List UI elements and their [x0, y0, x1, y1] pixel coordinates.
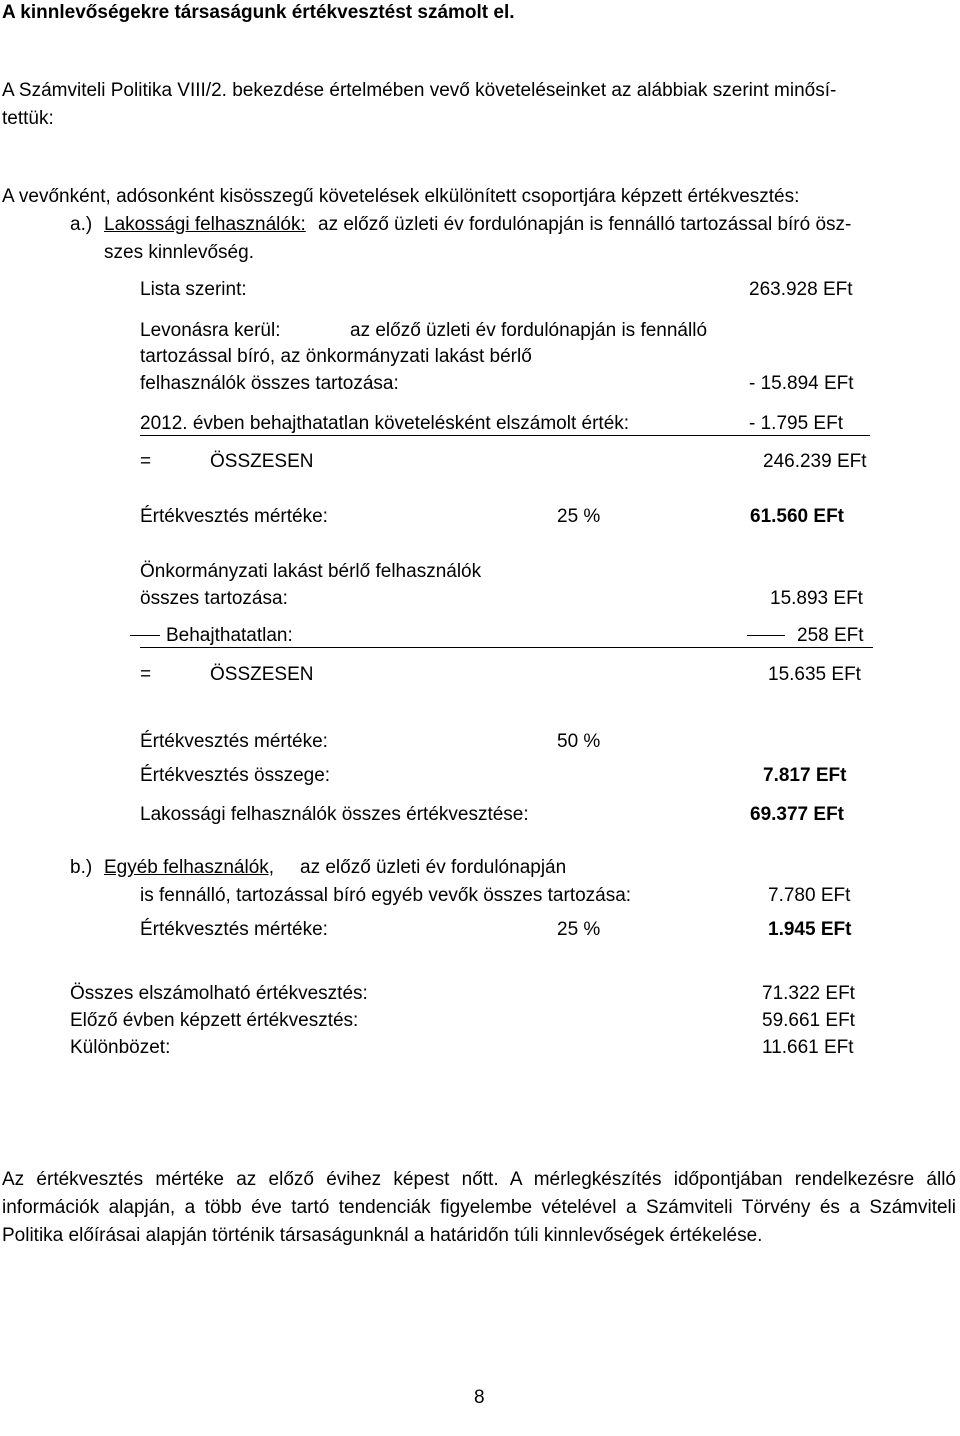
behajthatatlan-amount: 258 EFt: [797, 625, 864, 646]
levonas-value: - 15.894 EFt: [749, 373, 854, 394]
section-a-desc-1: az előző üzleti év fordulónapján is fennálló tartozással bíró ösz-: [318, 214, 852, 235]
intro-line-1: A Számviteli Politika VIII/2. bekezdése értelmében vevő követeléseinket az alábbiak szerint minősí-: [2, 80, 837, 101]
closing-paragraph: Az értékvesztés mértéke az előző évihez képest nőtt. A mérlegkészítés időpontjában rendelkezésre álló információk alapján, a több éve tartó tendenciák figyelembe vételével a Számviteli Törvény és a Számviteli Politika előírásai alapján történik társaságunknál a határidőn túli kinnlevőségek értékelése.: [2, 1169, 956, 1246]
equals-sign-2: =: [140, 664, 152, 685]
ertekvesztes-osszeg-value: 7.817 EFt: [763, 765, 847, 786]
section-a-desc-2: szes kinnlevőség.: [104, 242, 254, 263]
onkormanyzati-value: 15.893 EFt: [770, 588, 863, 609]
osszesen-value-1: 246.239 EFt: [763, 451, 867, 472]
ertekvesztes-label-2: Értékvesztés mértéke:: [140, 731, 328, 752]
ertekvesztes-value-1: 61.560 EFt: [750, 506, 844, 527]
section-b-marker: b.): [70, 857, 93, 878]
section-a-marker: a.): [70, 214, 93, 235]
subtotal-rule-2: [140, 647, 873, 648]
ertekvesztes-osszeg-label: Értékvesztés összege:: [140, 765, 331, 786]
behajthatatlan-label: [130, 625, 293, 647]
osszesen-label-1: ÖSSZESEN: [210, 451, 314, 472]
ertekvesztes-label-1: Értékvesztés mértéke:: [140, 506, 328, 527]
page-heading: A kinnlevőségekre társaságunk értékvesztést számolt el.: [2, 2, 515, 23]
behajthatatlan-text: Behajthatatlan:: [166, 625, 293, 646]
lista-value: 263.928 EFt: [749, 279, 853, 300]
levonas-label: Levonásra kerül:: [140, 320, 281, 341]
summary-value-1: 71.322 EFt: [762, 983, 855, 1004]
levonas-text-2: tartozással bíró, az önkormányzati lakást bérlő: [140, 346, 532, 367]
ertekvesztes-pct-2: 50 %: [557, 731, 601, 752]
page-number: 8: [474, 1387, 485, 1408]
section-a-title: Lakossági felhasználók:: [104, 214, 306, 235]
osszesen-label-2: ÖSSZESEN: [210, 664, 314, 685]
ertekvesztes-value-b: 1.945 EFt: [768, 919, 852, 940]
year-row-value: - 1.795 EFt: [749, 413, 843, 434]
subtotal-rule-1: [140, 435, 870, 436]
levonas-text-3: felhasználók összes tartozása:: [140, 373, 399, 394]
summary-value-2: 59.661 EFt: [762, 1010, 855, 1031]
intro-line-2: tettük:: [2, 108, 54, 129]
summary-label-3: Különbözet:: [70, 1037, 171, 1058]
onkormanyzati-line-2: összes tartozása:: [140, 588, 288, 609]
lakossagi-total-label: Lakossági felhasználók összes értékvesztése:: [140, 804, 529, 825]
onkormanyzati-line-1: Önkormányzati lakást bérlő felhasználók: [140, 561, 482, 582]
section-b-desc-2: is fennálló, tartozással bíró egyéb vevők összes tartozása:: [140, 885, 632, 906]
summary-label-2: Előző évben képzett értékvesztés:: [70, 1010, 359, 1031]
section-b-desc-1: az előző üzleti év fordulónapján: [300, 857, 567, 878]
lista-label: Lista szerint:: [140, 279, 247, 300]
minus-dash: [130, 635, 160, 636]
section-b-title: Egyéb felhasználók,: [104, 857, 275, 878]
lakossagi-total-value: 69.377 EFt: [750, 804, 844, 825]
summary-label-1: Összes elszámolható értékvesztés:: [70, 983, 368, 1004]
ertekvesztes-label-b: Értékvesztés mértéke:: [140, 919, 328, 940]
summary-value-3: 11.661 EFt: [762, 1037, 854, 1058]
osszesen-value-2: 15.635 EFt: [768, 664, 861, 685]
group-title: A vevőnként, adósonként kisösszegű követelések elkülönített csoportjára képzett értékvesztés:: [2, 186, 800, 207]
section-b-desc-value: 7.780 EFt: [768, 885, 851, 906]
minus-dash: [747, 635, 785, 636]
ertekvesztes-pct-b: 25 %: [557, 919, 601, 940]
behajthatatlan-value: [747, 625, 864, 647]
equals-sign-1: =: [140, 451, 152, 472]
ertekvesztes-pct-1: 25 %: [557, 506, 601, 527]
levonas-text-1: az előző üzleti év fordulónapján is fennálló: [350, 320, 708, 341]
year-row-label: 2012. évben behajthatatlan követelésként elszámolt érték:: [140, 413, 630, 434]
